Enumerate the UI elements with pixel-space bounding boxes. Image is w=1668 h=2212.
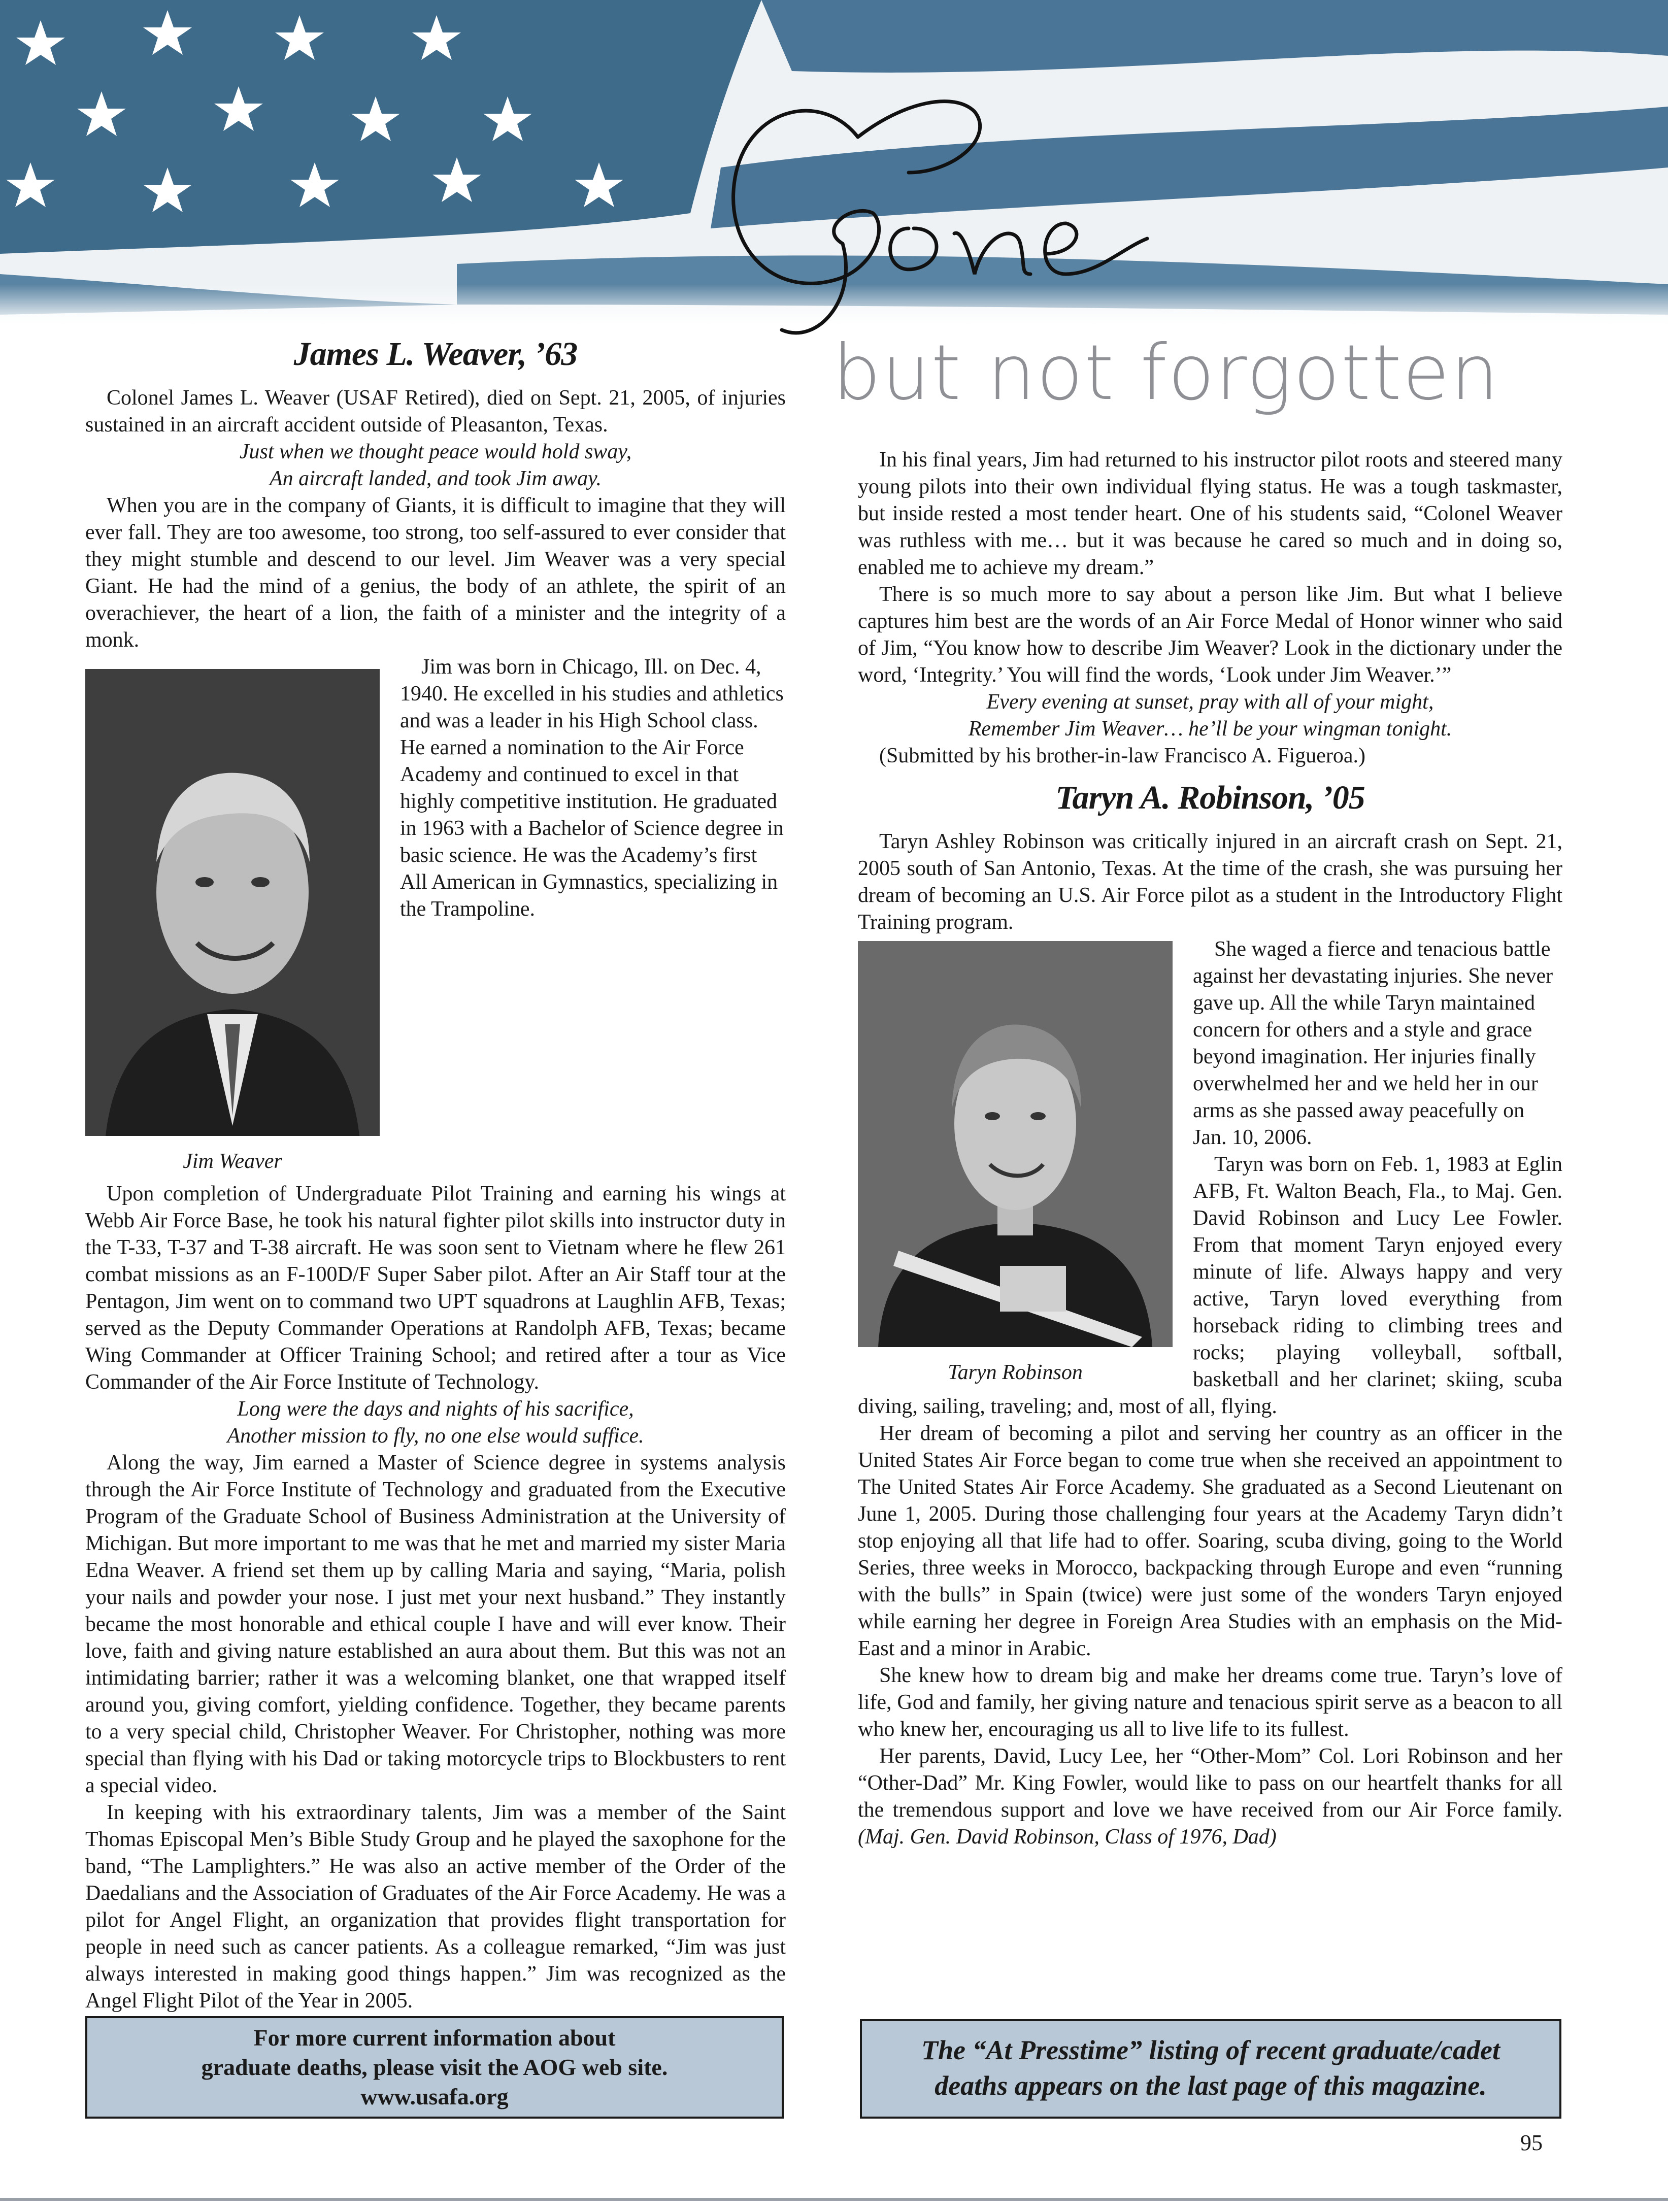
weaver-paragraph: When you are in the company of Giants, it is difficult to imagine that they will ever fall. They are too awesome, too strong, too self-assured to ever consider that they might stumble and descend to our level. Jim Weaver was a very special Giant. He had the mind of a genius, the body of an athlete, the spirit of an overachiever, the heart of a lion, the faith of a minister and the integrity of a monk. xyxy=(85,494,786,652)
aog-website-link[interactable]: www.usafa.org xyxy=(360,2084,509,2109)
robinson-photo xyxy=(858,941,1173,1347)
robinson-paragraph xyxy=(858,1743,1562,1851)
footer-rule xyxy=(0,2198,1668,2201)
robinson-signoff: (Maj. Gen. David Robinson, Class of 1976, Dad) xyxy=(858,1825,1277,1849)
weaver-paragraph: In his final years, Jim had returned to his instructor pilot roots and steered many young pilots into their own individual flying status. He was a tough taskmaster, but inside rested a most tender heart. One of his students said, “Colonel Weaver was ruthless with me… but it was because he cared so much and in doing so, enabled me to achieve my dream.” xyxy=(858,448,1562,579)
weaver-paragraph: In keeping with his extraordinary talents, Jim was a member of the Saint Thomas Episcopal Men’s Bible Study Group and he played the saxophone for the band, “The Lamplighters.” He was also an active member of the Order of the Daedalians and the Association of Graduates of the Air Force Academy. He was a pilot for Angel Flight, an organization that provides flight transportation for people in need such as cancer patients. As a colleague remarked, “Jim was just always interested in making good things happen.” Jim was recognized as the Angel Flight Pilot of the Year in 2005. xyxy=(85,1801,786,2013)
weaver-verse-3: Every evening at sunset, pray with all of your might, Remember Jim Weaver… he’ll be your wingman tonight. xyxy=(968,690,1452,741)
gone-script-title xyxy=(690,61,1198,345)
robinson-photo-caption: Taryn Robinson xyxy=(948,1361,1083,1384)
weaver-paragraph: Along the way, Jim earned a Master of Science degree in systems analysis through the Air Force Institute of Technology and graduated from the Executive Program of the Graduate School of Business Administration at the University of Michigan. But more important to me was that he met and married my sister Maria Edna Weaver. A friend set them up by calling Maria and saying, “Maria, polish your nails and powder your nose. I just met your next husband.” They instantly became the most honorable and ethical couple I have and will ever know. Their love, faith and giving nature established an aura about them. But this was not an intimidating barrier; rather it was a welcoming blanket, one that wrapped itself around you, giving comfort, yielding confidence. Together, they became parents to a very special child, Christopher Weaver. For Christopher, nothing was more special than flying with his Dad or taking motorcycle trips to Blockbusters to rent a special video. xyxy=(85,1451,786,1797)
subtitle: but not forgotten xyxy=(832,329,1500,417)
right-column xyxy=(858,447,1562,1851)
robinson-photo-block xyxy=(858,941,1173,1387)
weaver-paragraph: Upon completion of Undergraduate Pilot Training and earning his wings at Webb Air Force Base, he took his natural fighter pilot skills into instructor duty in the T-33, T-37 and T-38 aircraft. He was soon sent to Vietnam where he flew 261 combat missions as an F-100D/F Super Saber pilot. After an Air Staff tour at the Pentagon, Jim went on to command two UPT squadrons at Laughlin AFB, Texas; served as the Deputy Commander Operations at Randolph AFB, Texas; became Wing Commander at Officer Training School; and retired after a tour as Vice Commander of the Air Force Institute of Technology. xyxy=(85,1182,786,1394)
weaver-submitted: (Submitted by his brother-in-law Francisco A. Figueroa.) xyxy=(879,744,1365,767)
weaver-verse-2: Long were the days and nights of his sacrifice, Another mission to fly, no one else would suffice. xyxy=(227,1397,644,1448)
weaver-paragraph: There is so much more to say about a person like Jim. But what I believe captures him best are the words of an Air Force Medal of Honor winner who said of Jim, “You know how to describe Jim Weaver? Look in the dictionary under the word, ‘Integrity.’ You will find the words, ‘Look under Jim Weaver.’” xyxy=(858,583,1562,687)
weaver-photo-block xyxy=(85,669,380,1176)
presstime-info-box: The “At Presstime” listing of recent graduate/cadet deaths appears on the last page of this magazine. xyxy=(860,2019,1561,2119)
page-number: 95 xyxy=(1520,2130,1543,2155)
robinson-paragraph: She waged a fierce and tenacious battle against her devastating injuries. She never gave up. All the while Taryn maintained concern for others and a style and grace beyond imagination. Her injuries finally overwhelmed her and we held her in our arms as she passed away peacefully on Jan. 10, 2006. xyxy=(1193,937,1553,1149)
portrait-woman xyxy=(858,941,1173,1347)
robinson-intro: Taryn Ashley Robinson was critically injured in an aircraft crash on Sept. 21, 2005 south of San Antonio, Texas. At the time of the crash, she was pursuing her dream of becoming an U.S. Air Force pilot as a student in the Introductory Flight Training program. xyxy=(858,830,1562,934)
weaver-intro: Colonel James L. Weaver (USAF Retired), died on Sept. 21, 2005, of injuries sustained in an aircraft accident outside of Pleasanton, Texas. xyxy=(85,386,786,437)
weaver-photo xyxy=(85,669,380,1136)
weaver-verse-1: Just when we thought peace would hold sway, An aircraft landed, and took Jim away. xyxy=(239,440,632,490)
robinson-paragraph: Her dream of becoming a pilot and serving her country as an officer in the United States Air Force began to come true when she received an appointment to The United States Air Force Academy. She graduated as a Second Lieutenant on June 1, 2005. During those challenging four years at the Academy Taryn didn’t stop enjoying all that life had to offer. Soaring, scuba diving, going to the World Series, three weeks in Morocco, backpacking through Europe and even “running with the bulls” in Spain (twice) were just some of the wonders Taryn enjoyed while earning her degree in Foreign Area Studies with an emphasis on the Mid-East and a minor in Arabic. xyxy=(858,1422,1562,1660)
weaver-photo-caption: Jim Weaver xyxy=(183,1150,282,1173)
robinson-heading: Taryn A. Robinson, ’05 xyxy=(1055,779,1365,816)
weaver-heading: James L. Weaver, ’63 xyxy=(293,336,578,373)
robinson-paragraph: She knew how to dream big and make her dreams come true. Taryn’s love of life, God and family, her giving nature and tenacious spirit serve as a beacon to all who knew her, encouraging us all to live life to its fullest. xyxy=(858,1664,1562,1741)
aog-info-box: For more current information about graduate deaths, please visit the AOG web site. www.usafa.org xyxy=(85,2016,784,2119)
robinson-paragraph: Taryn was born on Feb. 1, 1983 at Eglin AFB, Ft. Walton Beach, Fla., to Maj. Gen. David Robinson and Lucy Lee Fowler. From that moment Taryn enjoyed every minute of life. Always happy and very active, Taryn loved everything from horseback riding to climbing trees and rocks; playing volleyball, softball, basketball and her clarinet; skiing, scuba diving, sailing, traveling; and, most of all, flying. xyxy=(858,1153,1562,1418)
weaver-paragraph: Jim was born in Chicago, Ill. on Dec. 4, 1940. He excelled in his studies and athletics and was a leader in his High School class. He earned a nomination to the Air Force Academy and continued to excel in that highly competitive institution. He graduated in 1963 with a Bachelor of Science degree in basic science. He was the Academy’s first All American in Gymnastics, specializing in the Trampoline. xyxy=(400,655,784,921)
portrait-man xyxy=(85,669,380,1136)
weaver-column xyxy=(85,335,786,2015)
robinson-final-text: Her parents, David, Lucy Lee, her “Other-Mom” Col. Lori Robinson and her “Other-Dad” Mr. King Fowler, would like to pass on our heartfelt thanks for all the tremendous support and love we have received from our Air Force family. xyxy=(858,1745,1562,1822)
